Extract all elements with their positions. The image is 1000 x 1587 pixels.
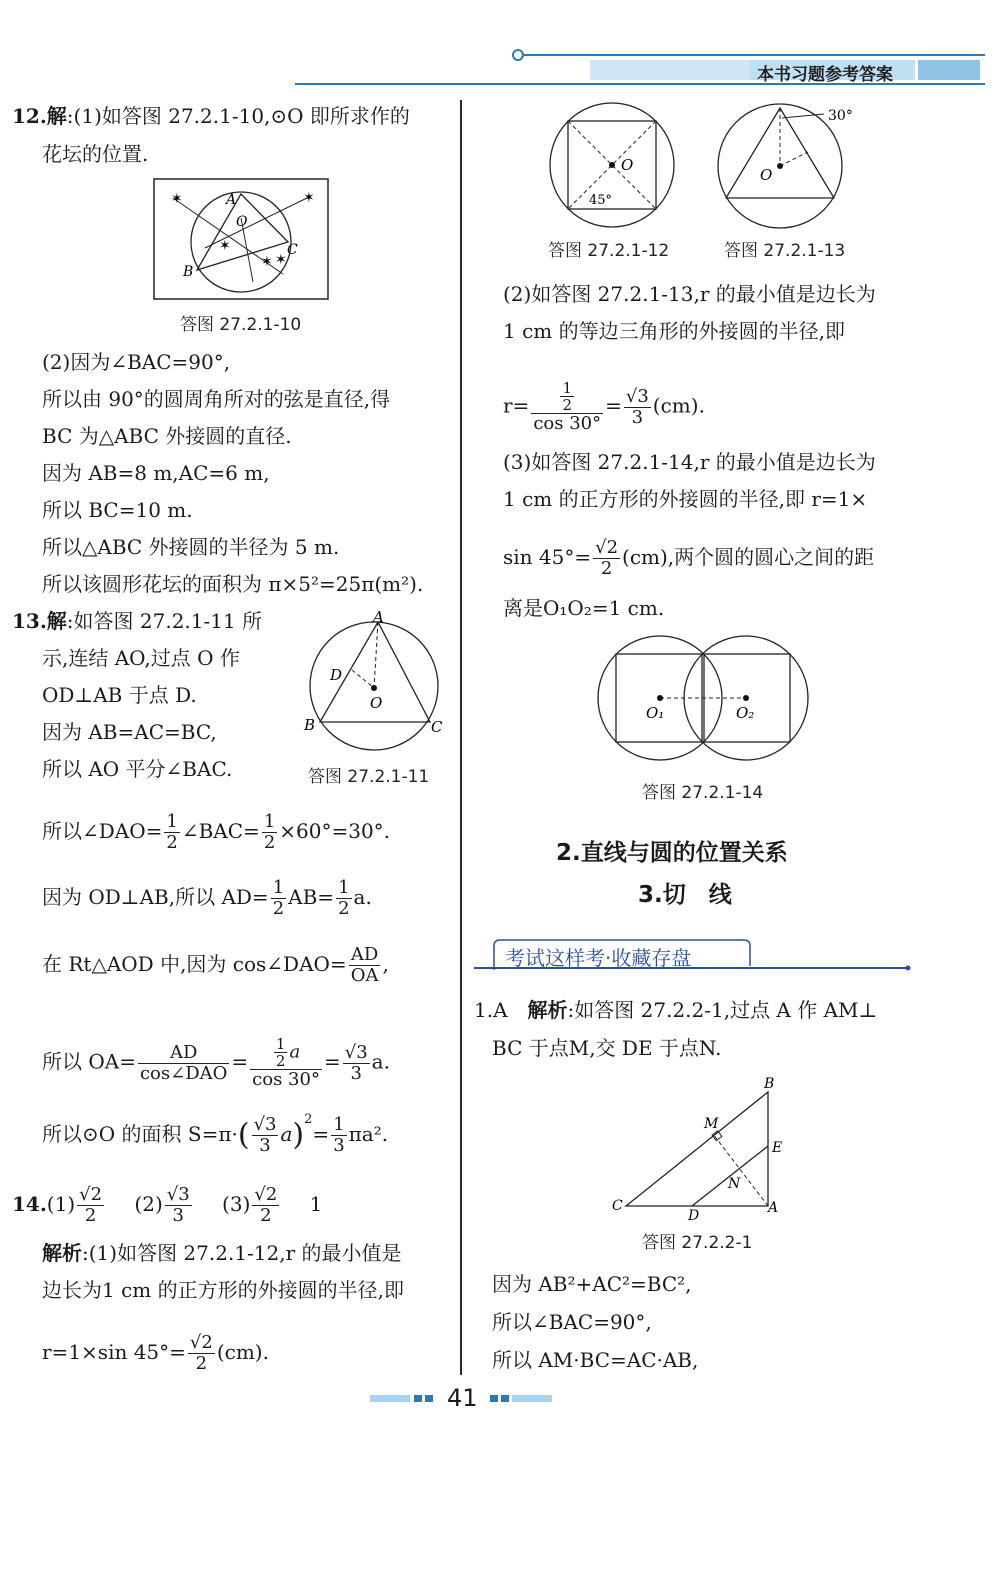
figure-27-2-1-14	[594, 630, 814, 770]
q12-2-line7: 所以该圆形花坛的面积为 π×5²=25π(m²).	[42, 572, 424, 596]
figure-27-2-1-11	[300, 608, 450, 758]
p2-line2: 1 cm 的等边三角形的外接圆的半径,即	[503, 319, 845, 343]
q12-2-line6: 所以△ABC 外接圆的半径为 5 m.	[42, 535, 340, 559]
figure-27-2-1-13	[712, 100, 882, 230]
column-divider	[459, 100, 463, 1380]
fig11-label-A: A	[373, 608, 384, 626]
svg-text:✶: ✶	[303, 190, 315, 206]
fig221-caption: 答图 27.2.2-1	[642, 1233, 753, 1253]
fig221-label-M: M	[704, 1116, 719, 1132]
fig221-label-C: C	[612, 1198, 623, 1214]
q13-line9: 所以 OA= $\frac{AD}{\text{cos∠DAO}}$ = $\frac{1}{2}$ a cos 30° = $\frac{√3}{3}$ a.	[42, 1035, 390, 1090]
q13-line1: 13.解:如答图 27.2.1-11 所	[12, 609, 263, 633]
svg-text:✶: ✶	[261, 254, 273, 270]
q12-line2: 花坛的位置.	[42, 142, 149, 166]
svg-text:✶: ✶	[275, 252, 287, 268]
fig221-label-D: D	[688, 1208, 700, 1220]
q13-line5: 所以 AO 平分∠BAC.	[42, 757, 233, 781]
fig11-label-C: C	[431, 718, 443, 736]
section-title: 2.直线与圆的位置关系	[556, 840, 788, 866]
page-number: 41	[447, 1384, 478, 1412]
q12-2-line1: (2)因为∠BAC=90°,	[42, 350, 231, 374]
p3-line4: 离是O₁O₂=1 cm.	[503, 596, 665, 620]
fig10-label-A: A	[226, 192, 237, 208]
fig11-caption: 答图 27.2.1-11	[308, 767, 430, 787]
fig10-label-C: C	[287, 242, 298, 258]
fig14-label-O1: O₁	[646, 704, 665, 722]
svg-text:✶: ✶	[219, 238, 231, 254]
fig221-label-B: B	[764, 1076, 775, 1092]
fig10-caption: 答图 27.2.1-10	[180, 315, 302, 335]
p3-line3: sin 45°= $\frac{√2}{2}$ (cm),两个圆的圆心之间的距	[503, 537, 875, 579]
fig14-label-O2: O₂	[736, 704, 755, 722]
a1-line2: BC 于点M,交 DE 于点N.	[492, 1036, 722, 1060]
q12-2-line2: 所以由 90°的圆周角所对的弦是直径,得	[42, 387, 391, 411]
a1-line5: 所以 AM·BC=AC·AB,	[492, 1348, 699, 1372]
fig11-label-B: B	[304, 716, 316, 734]
fig10-label-B: B	[183, 264, 194, 280]
figure-27-2-1-12	[547, 100, 677, 230]
a1-line4: 所以∠BAC=90°,	[492, 1310, 652, 1334]
p3-line1: (3)如答图 27.2.1-14,r 的最小值是边长为	[503, 450, 876, 474]
header-title: 本书习题参考答案	[757, 65, 893, 85]
q12-2-line3: BC 为△ABC 外接圆的直径.	[42, 424, 292, 448]
q13-line4: 因为 AB=AC=BC,	[42, 720, 217, 744]
fig11-label-O: O	[370, 694, 383, 712]
fig10-label-O: O	[236, 214, 248, 230]
q14-analysis-line2: 边长为1 cm 的正方形的外接圆的半径,即	[42, 1278, 404, 1302]
p3-line2: 1 cm 的正方形的外接圆的半径,即 r=1×	[503, 487, 868, 511]
q14-analysis-line3: r=1×sin 45°= $\frac{√2}{2}$ (cm).	[42, 1332, 269, 1374]
fig221-label-N: N	[728, 1176, 741, 1192]
fig221-label-A: A	[768, 1200, 779, 1216]
svg-text:✶: ✶	[171, 191, 183, 207]
q12-2-line5: 所以 BC=10 m.	[42, 498, 193, 522]
q13-line8: 在 Rt△AOD 中,因为 cos∠DAO= $\frac{AD}{OA}$ ,	[42, 944, 389, 986]
q13-line10: 所以⊙O 的面积 S=π·( $\frac{√3}{3}$ a)$^2$= $\frac{1}{3}$ πa².	[42, 1112, 389, 1156]
fig11-label-D: D	[330, 666, 343, 684]
exam-box-title: 考试这样考·收藏存盘	[505, 946, 692, 970]
q13-line3: OD⊥AB 于点 D.	[42, 683, 197, 707]
a1-line3: 因为 AB²+AC²=BC²,	[492, 1272, 692, 1296]
q14-answers: 14.(1) $\frac{√2}{2}$ (2) $\frac{√3}{3}$ (3) $\frac{√2}{2}$ 1	[12, 1184, 323, 1226]
q12-line1: 12.解:(1)如答图 27.2.1-10,⊙O 即所求作的	[12, 104, 410, 128]
fig14-caption: 答图 27.2.1-14	[642, 783, 764, 803]
q13-line6: 所以∠DAO= $\frac{1}{2}$ ∠BAC= $\frac{1}{2}$ ×60°=30°.	[42, 811, 391, 853]
q13-line2: 示,连结 AO,过点 O 作	[42, 646, 240, 670]
fig13-label-O: O	[760, 166, 773, 184]
fig13-angle: 30°	[828, 108, 853, 124]
fig12-caption: 答图 27.2.1-12	[548, 241, 670, 261]
figure-27-2-2-1	[612, 1072, 792, 1220]
q13-line7: 因为 OD⊥AB,所以 AD= $\frac{1}{2}$ AB= $\frac{1}{2}$ a.	[42, 877, 372, 919]
fig12-label-O: O	[621, 156, 634, 174]
p2-line3: r= $\frac{\frac{1}{2}}{\cos 30^\circ}$ = $\frac{√3}{3}$ (cm).	[503, 379, 705, 434]
fig13-caption: 答图 27.2.1-13	[724, 241, 846, 261]
figure-27-2-1-10	[153, 178, 329, 300]
q14-analysis-line1: 解析:(1)如答图 27.2.1-12,r 的最小值是	[42, 1241, 402, 1265]
fig12-angle: 45°	[589, 193, 613, 208]
fig221-label-E: E	[772, 1140, 783, 1156]
q12-2-line4: 因为 AB=8 m,AC=6 m,	[42, 461, 270, 485]
subsection-title: 3.切 线	[638, 882, 732, 908]
p2-line1: (2)如答图 27.2.1-13,r 的最小值是边长为	[503, 282, 876, 306]
a1-line1: 1.A 解析:如答图 27.2.2-1,过点 A 作 AM⊥	[474, 998, 878, 1022]
